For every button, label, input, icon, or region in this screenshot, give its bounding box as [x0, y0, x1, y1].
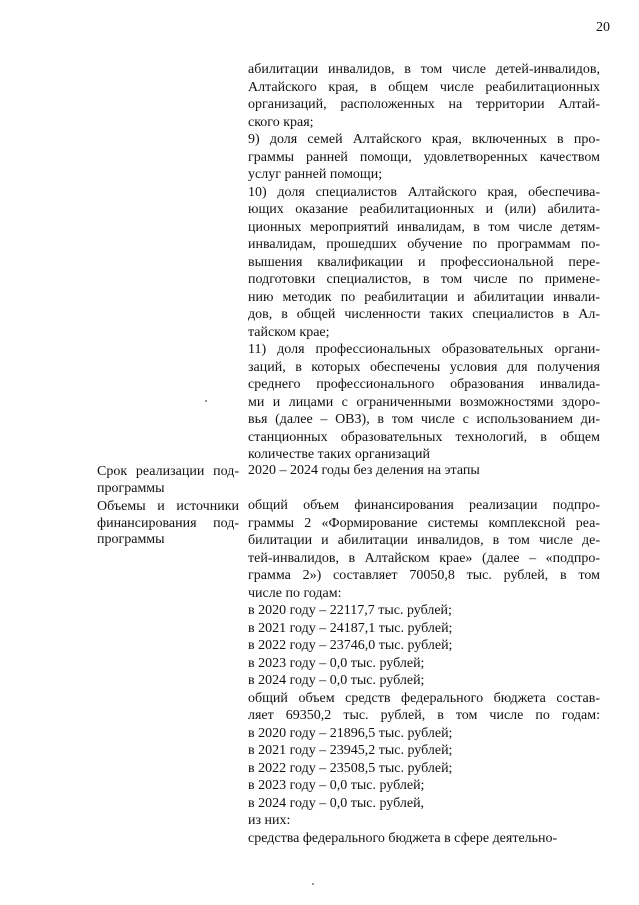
funding-line: в 2021 году – 23945,2 тыс. рублей; [248, 743, 453, 758]
indicators-line: ми и лицами с ограниченными возможностями здоро- [248, 394, 600, 410]
indicators-line: нию методик по реабилитации и абилитации инвали- [248, 289, 600, 305]
term-line: 2020 – 2024 годы без деления на этапы [248, 463, 480, 478]
indicators-line: абилитации инвалидов, в том числе детей-инвалидов, [248, 62, 600, 77]
term-label-line-2: программы [97, 480, 165, 496]
indicators-line: вья (далее – ОВЗ), в том числе с использованием ди- [248, 412, 600, 427]
funding-line: общий объем финансирования реализации подпро- [248, 498, 600, 513]
term-text [248, 462, 600, 480]
indicators-line: подготовки специалистов, в том числе по примене- [248, 272, 600, 287]
indicators-line: Алтайского края, в общем числе реабилитационных [248, 79, 600, 95]
indicators-line: дов, в общей численности таких специалистов в Ал- [248, 307, 600, 322]
funding-line: тей-инвалидов, в Алтайском крае» (далее – «подпро- [248, 550, 600, 566]
indicators-line: услуг ранней помощи; [248, 167, 383, 182]
funding-line: в 2021 году – 24187,1 тыс. рублей; [248, 620, 453, 636]
indicators-line: станционных образовательных технологий, в общем [248, 429, 600, 445]
indicators-line: количестве таких организаций [248, 447, 431, 462]
funding-line: в 2024 году – 0,0 тыс. рублей, [248, 795, 425, 811]
funding-line: билитации и абилитации инвалидов, в том числе де- [248, 533, 600, 548]
page-number: 20 [596, 20, 610, 35]
term-label [97, 464, 239, 497]
funding-line: ляет 69350,2 тыс. рублей, в том числе по годам: [248, 708, 600, 723]
funding-text [248, 497, 600, 847]
scan-speck [312, 883, 314, 885]
indicators-line: ющих оказание реабилитационных и (или) абилита- [248, 202, 600, 217]
funding-label-line-2: финансирования под- [97, 515, 239, 531]
indicators-line: граммы ранней помощи, удовлетворенных качеством [248, 149, 600, 165]
funding-label [97, 499, 239, 549]
funding-line: в 2020 году – 21896,5 тыс. рублей; [248, 725, 453, 741]
funding-line: в 2022 году – 23508,5 тыс. рублей; [248, 760, 453, 776]
scan-speck [205, 400, 207, 402]
indicators-line: инвалидам, прошедших обучение по программам по- [248, 237, 600, 252]
funding-line: в 2023 году – 0,0 тыс. рублей; [248, 778, 425, 793]
funding-line: в 2023 году – 0,0 тыс. рублей; [248, 655, 425, 671]
funding-line: из них: [248, 813, 291, 828]
indicators-line: вышения квалификации и профессиональной пере- [248, 254, 600, 270]
funding-line: числе по годам: [248, 585, 342, 601]
indicators-line: тайском крае; [248, 324, 330, 340]
funding-line: грамма 2») составляет 70050,8 тыс. рублей, в том [248, 568, 600, 583]
funding-label-line-1: Объемы и источники [97, 499, 239, 514]
indicators-line: организаций, расположенных на территории Алтай- [248, 97, 600, 112]
indicators-line: заций, в которых обеспечены условия для получения [248, 359, 600, 375]
indicators-line: ского края; [248, 114, 314, 130]
indicators-line: ционных мероприятий инвалидам, в том числе детям- [248, 219, 600, 235]
funding-line: общий объем средств федерального бюджета состав- [248, 690, 600, 706]
funding-line: в 2020 году – 22117,7 тыс. рублей; [248, 603, 452, 618]
term-label-line-1: Срок реализации под- [97, 464, 239, 479]
funding-line: в 2022 году – 23746,0 тыс. рублей; [248, 638, 453, 653]
funding-line: в 2024 году – 0,0 тыс. рублей; [248, 673, 425, 688]
indicators-line: 9) доля семей Алтайского края, включенных в про- [248, 132, 600, 147]
funding-line: граммы 2 «Формирование системы комплексной реа- [248, 515, 600, 531]
funding-line: средства федерального бюджета в сфере деятельно- [248, 830, 558, 846]
indicators-line: среднего профессионального образования инвалида- [248, 377, 600, 392]
indicators-line: 10) доля специалистов Алтайского края, обеспечива- [248, 184, 600, 200]
indicators-text [248, 61, 600, 464]
funding-label-line-3: программы [97, 532, 165, 547]
indicators-line: 11) доля профессиональных образовательных органи- [248, 342, 600, 357]
